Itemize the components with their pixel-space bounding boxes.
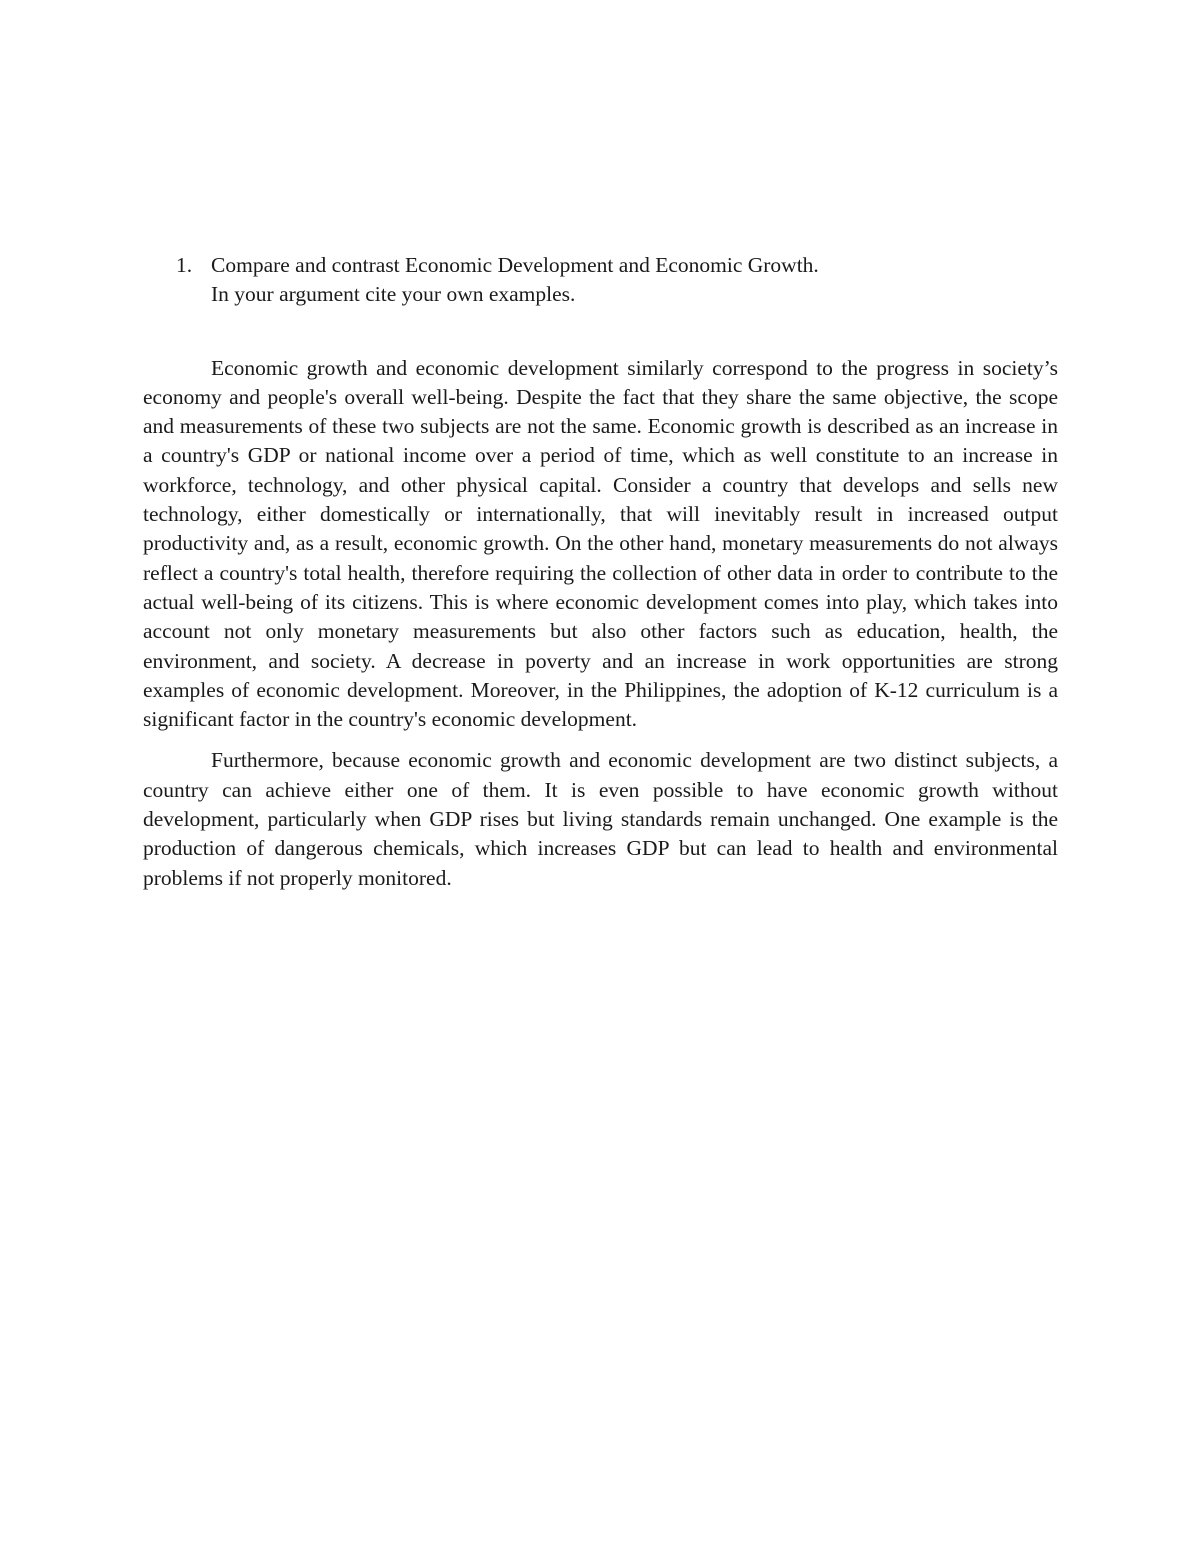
question-text — [211, 251, 1058, 310]
question-number: 1. — [176, 253, 193, 277]
answer-paragraph-1: Economic growth and economic development similarly correspond to the progress in society’s economy and people's overall well-being. Despite the fact that they share the same objective, the scope and measurements of these two subjects are not the same. Economic growth is described as an increase in a country's GDP or national income over a period of time, which as well constitute to an increase in workforce, technology, and other physical capital. Consider a country that develops and sells new technology, either domestically or internationally, that will inevitably result in increased output productivity and, as a result, economic growth. On the other hand, monetary measurements do not always reflect a country's total health, therefore requiring the collection of other data in order to contribute to the actual well-being of its citizens. This is where economic development comes into play, which takes into account not only monetary measurements but also other factors such as education, health, the environment, and society. A decrease in poverty and an increase in work opportunities are strong examples of economic development. Moreover, in the Philippines, the adoption of K-12 curriculum is a significant factor in the country's economic development. — [143, 355, 1058, 732]
document-content — [143, 251, 1058, 905]
question-line-1: Compare and contrast Economic Development and Economic Growth. — [211, 253, 819, 277]
question-line-2: In your argument cite your own examples. — [211, 282, 576, 307]
answer-paragraph-2: Furthermore, because economic growth and economic development are two distinct subjects, a country can achieve either one of them. It is even possible to have economic growth without development, particularly when GDP rises but living standards remain unchanged. One example is the production of dangerous chemicals, which increases GDP but can lead to health and environmental problems if not properly monitored. — [143, 748, 1058, 890]
answer-section — [143, 354, 1058, 893]
question-item — [143, 251, 1058, 310]
